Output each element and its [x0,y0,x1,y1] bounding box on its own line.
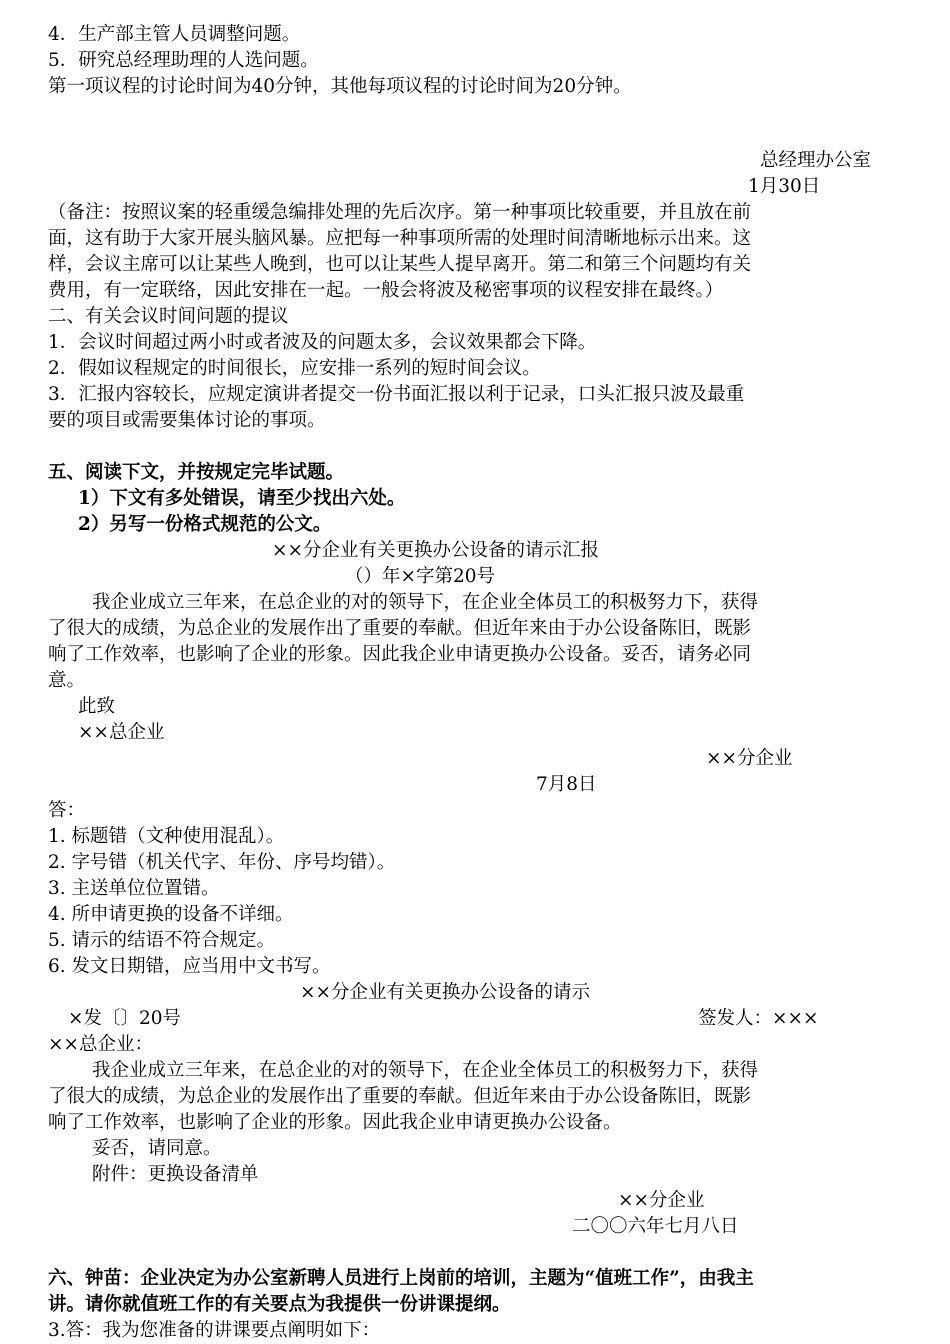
correct-doc-signer: 签发人：××× [698,1008,819,1029]
wrong-doc-title: ××分企业有关更换办公设备的请示汇报 [272,540,600,561]
section-heading: 二、有关会议时间问题的提议 [48,306,289,327]
correct-doc-body: 我企业成立三年来，在总企业的对的领导下，在企业全体员工的积极努力下，获得 [92,1060,759,1081]
wrong-doc-body: 我企业成立三年来，在总企业的对的领导下，在企业全体员工的积极努力下，获得 [92,592,759,613]
correct-doc-recipient: ××总企业： [48,1034,154,1055]
correct-doc-attachment: 附件：更换设备清单 [92,1164,259,1185]
answer-label: 答： [48,800,86,821]
correct-doc-date: 二〇〇六年七月八日 [572,1216,739,1237]
wrong-doc-date: 7月8日 [536,774,597,795]
question-heading: 五、阅读下文，并按规定完毕试题。 [48,462,345,483]
correct-doc-body: 了很大的成绩，为总企业的发展作出了重要的奉献。但近年来由于办公设备陈旧，既影 [48,1086,752,1107]
wrong-doc-body: 意。 [48,670,86,691]
answer-item: 2. 字号错（机关代字、年份、序号均错）。 [48,852,396,873]
answer-item: 4. 所申请更换的设备不详细。 [48,904,294,925]
remark-line: （备注：按照议案的轻重缓急编排处理的先后次序。第一种事项比较重要，并且放在前 [48,202,752,223]
wrong-doc-recipient: ××总企业 [78,722,165,743]
section-item: 1．会议时间超过两小时或者波及的问题太多，会议效果都会下降。 [48,332,597,353]
agenda-item: 5．研究总经理助理的人选问题。 [48,50,319,71]
wrong-doc-number: （）年×字第20号 [345,566,496,587]
question-sub: 1）下文有多处错误，请至少找出六处。 [78,488,406,509]
wrong-doc-body: 响了工作效率，也影响了企业的形象。因此我企业申请更换办公设备。妥否，请务必同 [48,644,752,665]
answer-item: 3. 主送单位位置错。 [48,878,220,899]
remark-line: 面，这有助于大家开展头脑风暴。应把每一种事项所需的处理时间清晰地标示出来。这 [48,228,752,249]
wrong-doc-sender: ××分企业 [706,748,793,769]
correct-doc-title: ××分企业有关更换办公设备的请示 [300,982,591,1003]
answer-line: 3.答：我为您准备的讲课要点阐明如下： [48,1320,381,1341]
answer-item: 5. 请示的结语不符合规定。 [48,930,276,951]
section-item: 2．假如议程规定的时间很长，应安排一系列的短时间会议。 [48,358,541,379]
section-item: 3．汇报内容较长，应规定演讲者提交一份书面汇报以利于记录，口头汇报只波及最重 [48,384,745,405]
question-heading: 讲。请你就值班工作的有关要点为我提供一份讲课提纲。 [48,1294,511,1315]
sign-date: 1月30日 [748,176,821,197]
correct-doc-closing: 妥否，请同意。 [92,1138,222,1159]
correct-doc-sender: ××分企业 [618,1190,705,1211]
correct-doc-number: ×发〔〕20号 [68,1008,182,1029]
wrong-doc-salutation: 此致 [78,696,116,717]
sign-office: 总经理办公室 [760,150,872,171]
question-heading: 六、钟苗：企业决定为办公室新聘人员进行上岗前的培训，主题为“值班工作”，由我主 [48,1268,754,1289]
time-note: 第一项议程的讨论时间为40分钟，其他每项议程的讨论时间为20分钟。 [48,76,632,97]
wrong-doc-body: 了很大的成绩，为总企业的发展作出了重要的奉献。但近年来由于办公设备陈旧，既影 [48,618,752,639]
answer-item: 6. 发文日期错，应当用中文书写。 [48,956,331,977]
correct-doc-body: 响了工作效率，也影响了企业的形象。因此我企业申请更换办公设备。 [48,1112,622,1133]
remark-line: 费用，有一定联络，因此安排在一起。一般会将波及秘密事项的议程安排在最终。） [48,280,724,301]
question-sub: 2）另写一份格式规范的公文。 [78,514,332,535]
section-item: 要的项目或需要集体讨论的事项。 [48,410,326,431]
remark-line: 样，会议主席可以让某些人晚到，也可以让某些人提早离开。第二和第三个问题均有关 [48,254,752,275]
answer-item: 1. 标题错（文种使用混乱）。 [48,826,285,847]
agenda-item: 4．生产部主管人员调整问题。 [48,24,301,45]
